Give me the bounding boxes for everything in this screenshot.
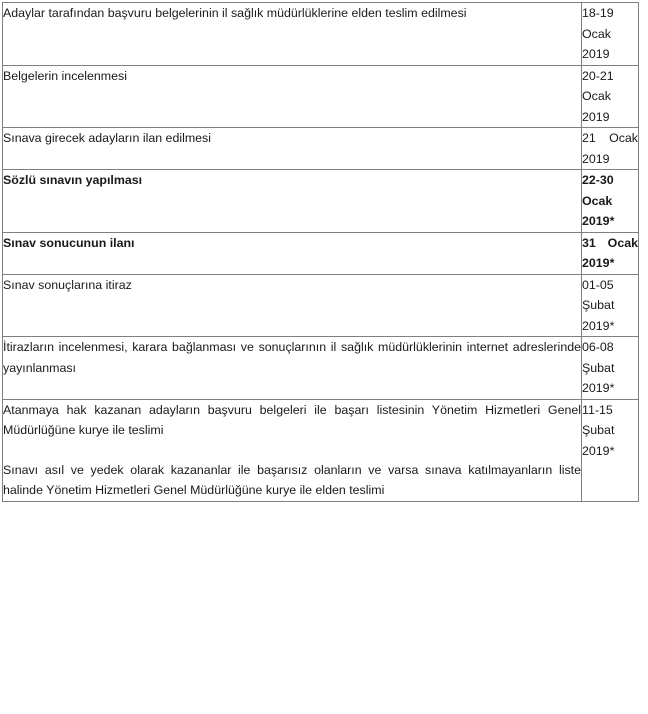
task-text: Belgelerin incelenmesi: [3, 68, 127, 83]
task-cell: [3, 170, 582, 233]
table-row: [3, 170, 639, 233]
table-row: [3, 232, 639, 274]
date-cell: [582, 337, 639, 400]
date-text-line1: 21 Ocak: [582, 131, 638, 145]
task-text: Sınav sonuçlarına itiraz: [3, 277, 132, 292]
task-cell: [3, 337, 582, 400]
date-cell: [582, 128, 639, 170]
date-cell: [582, 170, 639, 233]
date-text: 20-21 Ocak 2019: [582, 68, 614, 124]
date-text-line1: 31 Ocak: [582, 235, 638, 250]
task-cell: [3, 399, 582, 501]
date-text-line2: 2019*: [582, 256, 615, 270]
task-cell: [3, 65, 582, 128]
date-text: 01-05 Şubat 2019*: [582, 277, 615, 333]
date-cell: [582, 65, 639, 128]
table-row: [3, 337, 639, 400]
task-cell: [3, 232, 582, 274]
exam-schedule-table: [2, 2, 639, 502]
table-row: [3, 399, 639, 501]
date-text: 22-30 Ocak 2019*: [582, 173, 615, 228]
task-cell: [3, 3, 582, 66]
date-cell: [582, 399, 639, 501]
date-cell: [582, 232, 639, 274]
task-text: Sınav sonucunun ilanı: [3, 235, 135, 250]
table-row: [3, 274, 639, 337]
date-text-line2: 2019: [582, 151, 610, 166]
task-cell: [3, 274, 582, 337]
date-cell: [582, 274, 639, 337]
date-text: 11-15 Şubat 2019*: [582, 402, 615, 458]
date-text: 06-08 Şubat 2019*: [582, 340, 615, 395]
task-text: Adaylar tarafından başvuru belgelerinin il sağlık müdürlüklerine elden teslim edilmesi: [3, 6, 467, 20]
task-text-paragraph-2: Sınavı asıl ve yedek olarak kazananlar ile başarısız olanların ve varsa sınava katılmayanların liste halinde Yönetim Hizmetleri Genel Müdürlüğüne kurye ile elden teslimi: [3, 462, 581, 497]
date-text: 18-19 Ocak 2019: [582, 6, 614, 61]
table-row: [3, 128, 639, 170]
table-row: [3, 3, 639, 66]
task-text: Sözlü sınavın yapılması: [3, 173, 143, 187]
task-cell: [3, 128, 582, 170]
task-text: Sınava girecek adayların ilan edilmesi: [3, 131, 211, 145]
task-text: İtirazların incelenmesi, karara bağlanması ve sonuçlarının il sağlık müdürlüklerinin internet adreslerinde yayınlanması: [3, 340, 581, 375]
date-cell: [582, 3, 639, 66]
task-text: Atanmaya hak kazanan adayların başvuru belgeleri ile başarı listesinin Yönetim Hizmetleri Genel Müdürlüğüne kurye ile teslimi: [3, 402, 581, 437]
table-row: [3, 65, 639, 128]
